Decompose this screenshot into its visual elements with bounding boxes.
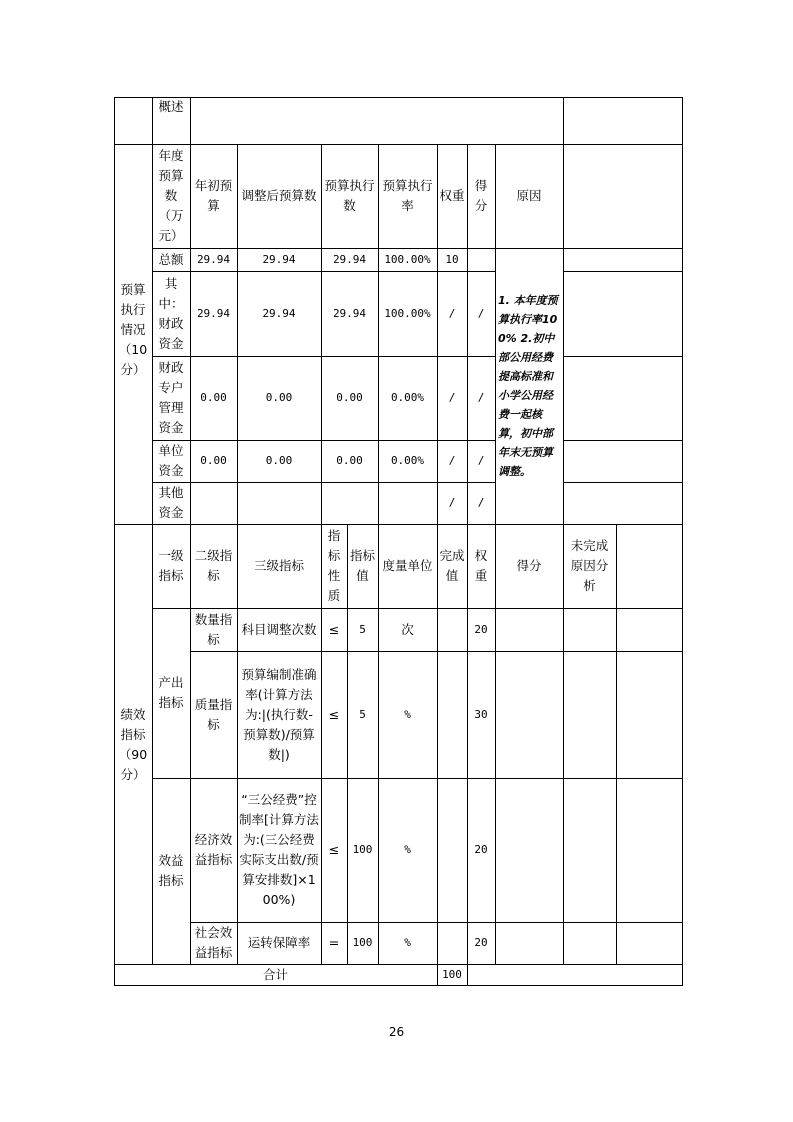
perf-row-level2: 质量指标	[194, 696, 233, 732]
perf-row-value: 5	[359, 707, 366, 721]
perf-level1-output: 产出指标	[158, 675, 184, 710]
budget-row-score: /	[477, 306, 485, 320]
perf-row-nature: ≤	[328, 842, 340, 857]
rule	[563, 271, 683, 272]
perf-row-unit: 次	[401, 621, 414, 637]
budget-row-score: /	[477, 454, 485, 467]
perf-header-level2: 二级指标	[194, 548, 233, 583]
perf-row-weight: 30	[474, 707, 488, 721]
budget-row-adjusted: 0.00	[265, 391, 293, 404]
perf-row-nature: ≤	[328, 621, 340, 637]
budget-row-initial: 29.94	[196, 306, 231, 320]
budget-row-executed: 29.94	[332, 252, 367, 266]
perf-row-level2: 数量指标	[194, 611, 233, 647]
rule	[682, 97, 683, 986]
budget-row-label: 总额	[158, 251, 184, 267]
perf-header-nature: 指标性质	[327, 528, 341, 603]
perf-row-value: 100	[352, 843, 373, 856]
budget-header-weight: 权重	[439, 188, 465, 203]
performance-section-label: 绩效指标（90分）	[118, 707, 148, 782]
budget-row-rate: 100.00%	[384, 252, 431, 266]
perf-row-value: 100	[352, 936, 373, 949]
perf-row-completed	[437, 922, 467, 964]
perf-row-level3: 运转保障率	[247, 935, 311, 950]
perf-row-weight: 20	[474, 843, 488, 856]
rule	[563, 482, 683, 483]
perf-header-level1: 一级指标	[158, 548, 184, 583]
budget-row-executed: 0.00	[336, 454, 363, 467]
budget-row-initial: 0.00	[200, 391, 227, 404]
rule	[616, 524, 617, 964]
budget-row-initial: 29.94	[196, 252, 231, 266]
perf-row-nature: =	[328, 935, 340, 950]
budget-row-executed	[321, 482, 378, 524]
perf-row-level2: 经济效益指标	[194, 832, 233, 867]
perf-header-value: 指标值	[349, 548, 375, 583]
page-number: 26	[388, 1025, 405, 1039]
perf-row-unit: %	[404, 843, 411, 856]
rule	[114, 97, 683, 98]
perf-row-weight: 20	[474, 622, 488, 636]
perf-header-reason: 未完成原因分析	[570, 538, 609, 593]
perf-level1-benefit: 效益指标	[158, 853, 184, 888]
perf-row-completed	[437, 608, 467, 651]
budget-row-adjusted: 0.00	[265, 454, 293, 467]
perf-header-level3: 三级指标	[253, 558, 304, 573]
budget-section-label: 预算执行情况（10分）	[118, 282, 148, 377]
rule	[114, 985, 683, 986]
budget-row-label: 单位资金	[158, 443, 184, 478]
budget-row-adjusted: 29.94	[262, 306, 296, 320]
budget-row-executed: 0.00	[336, 391, 363, 404]
perf-header-weight: 权重	[474, 548, 488, 583]
total-weight: 100	[442, 967, 462, 981]
budget-header-adjusted: 调整后预算数	[241, 188, 317, 203]
budget-row-executed: 29.94	[332, 306, 367, 320]
budget-row-adjusted	[237, 482, 321, 524]
perf-row-level3: 预算编制准确率(计算方法为:|(执行数-预算数)/预算数|)	[241, 666, 317, 762]
budget-row-initial	[190, 482, 237, 524]
budget-row-weight: /	[448, 454, 456, 467]
budget-row-initial: 0.00	[200, 454, 227, 467]
budget-row-score	[467, 248, 495, 271]
budget-row-label: 财政专户管理资金	[158, 360, 184, 435]
budget-row-label: 其他资金	[158, 485, 184, 520]
rule	[563, 97, 564, 144]
perf-row-completed	[437, 651, 467, 778]
budget-row-weight: /	[448, 306, 456, 320]
perf-header-score: 得分	[516, 558, 542, 573]
budget-row-weight: /	[448, 391, 456, 404]
rule	[563, 440, 683, 441]
perf-header-completed: 完成值	[439, 548, 465, 583]
rule	[563, 356, 683, 357]
budget-row-score: /	[477, 391, 485, 404]
budget-row-label: 其中：财政资金	[158, 275, 184, 351]
rule	[190, 97, 191, 144]
budget-row-weight: 10	[445, 252, 459, 266]
perf-row-value: 5	[359, 622, 366, 636]
perf-header-unit: 度量单位	[382, 558, 433, 573]
rule	[114, 97, 115, 986]
perf-row-nature: ≤	[328, 706, 340, 722]
perf-row-level3: 科目调整次数	[241, 621, 317, 637]
budget-header-reason: 原因	[516, 188, 542, 203]
budget-header-executed: 预算执行数	[324, 178, 375, 213]
perf-row-level2: 社会效益指标	[194, 925, 233, 960]
budget-row-weight: /	[448, 496, 456, 509]
budget-header-score: 得分	[474, 178, 488, 213]
budget-reason-note: 1. 本年度预算执行率100% 2.初中部公用经费提高标准和小学公用经费一起核算，初中部年末无预算调整。	[498, 294, 558, 478]
perf-row-completed	[437, 778, 467, 922]
budget-row-rate: 100.00%	[384, 306, 431, 320]
budget-row-adjusted: 29.94	[262, 252, 296, 266]
budget-header-rate: 预算执行率	[382, 178, 433, 213]
budget-header-annual: 年度预算数（万元）	[158, 148, 184, 243]
overview-label: 概述	[158, 99, 184, 114]
budget-row-rate	[378, 482, 437, 524]
budget-row-score: /	[477, 496, 485, 509]
perf-row-level3: “三公经费”控制率[计算方法为:(三公经费实际支出数/预算安排数]×100%)	[239, 792, 319, 907]
perf-row-unit: %	[404, 936, 411, 949]
total-label: 合计	[262, 966, 288, 982]
budget-row-rate: 0.00%	[390, 391, 425, 404]
rule	[563, 144, 564, 524]
budget-header-initial: 年初预算	[194, 178, 233, 213]
perf-row-weight: 20	[474, 936, 488, 949]
budget-row-rate: 0.00%	[390, 454, 425, 467]
perf-row-unit: %	[404, 707, 411, 721]
